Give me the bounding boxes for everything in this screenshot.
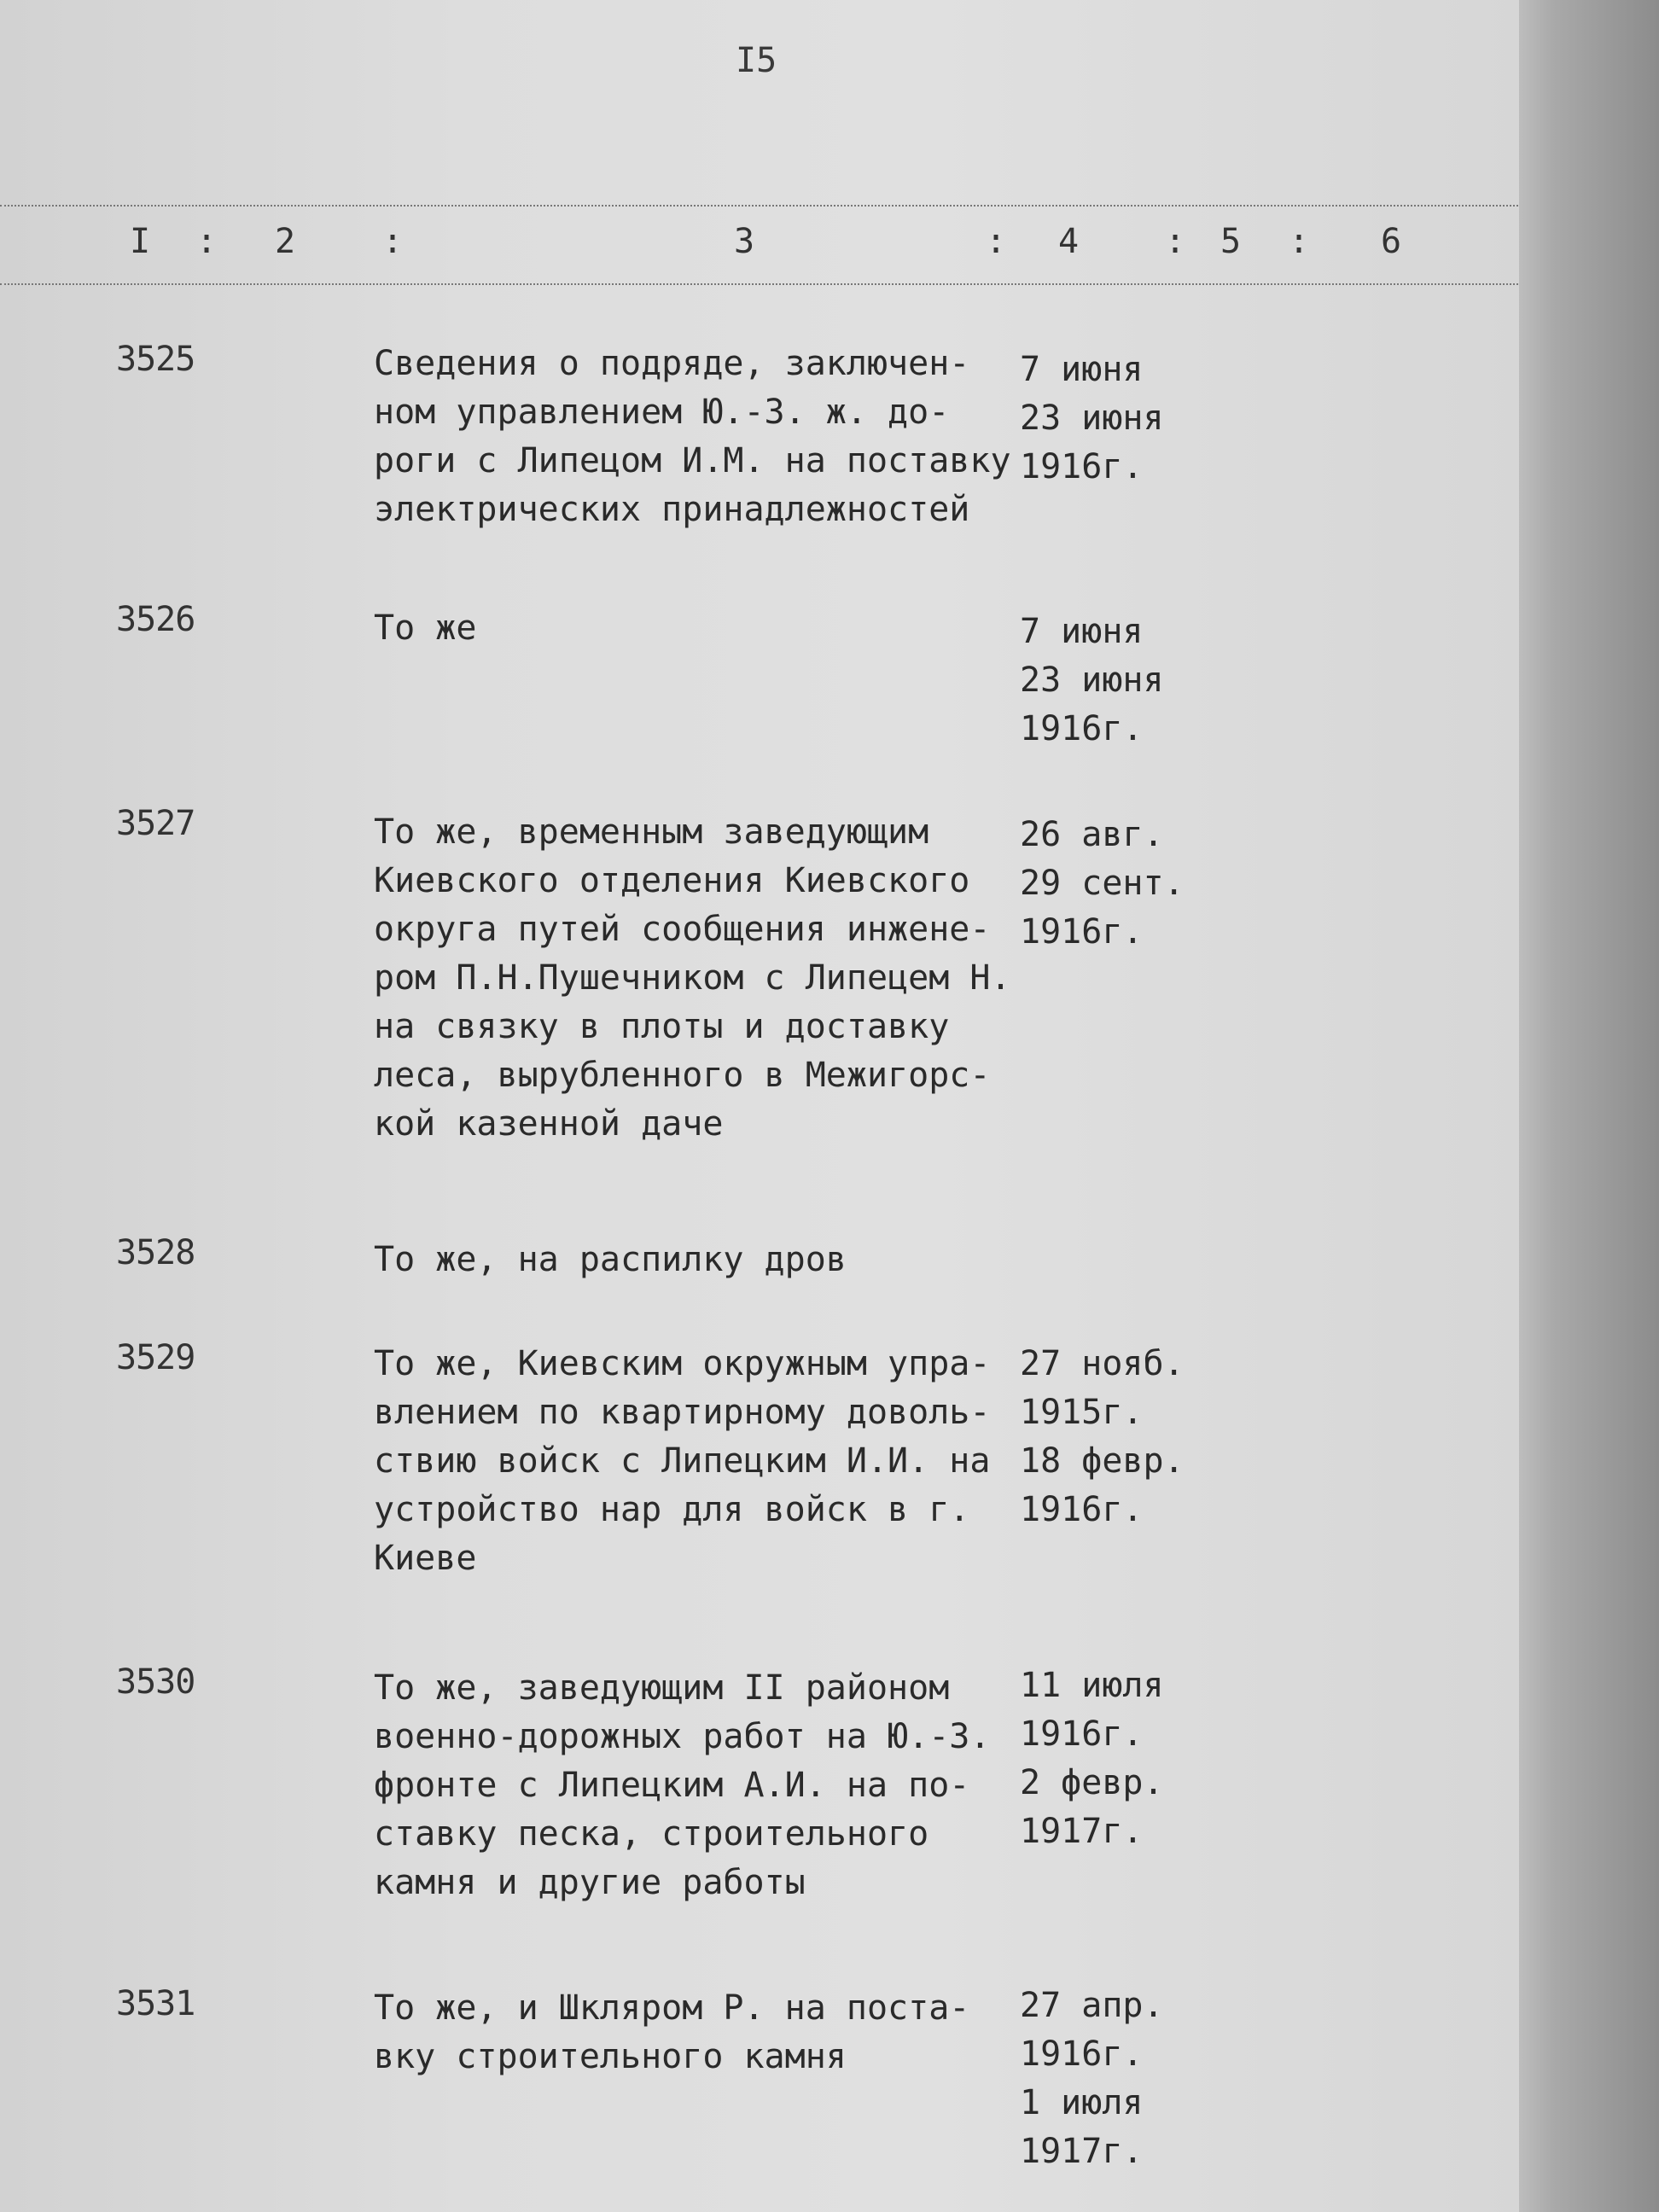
column-separator: : — [382, 222, 404, 261]
record-description — [374, 1340, 1022, 1583]
description-line: округа путей сообщения инжене- — [374, 910, 991, 949]
record-dates — [1020, 1982, 1164, 2176]
column-header-6: 6 — [1381, 222, 1402, 261]
record-dates — [1020, 1662, 1164, 1856]
record-description — [374, 808, 1022, 1149]
column-header-1: I — [130, 222, 151, 261]
description-line: влением по квартирному доволь- — [374, 1393, 991, 1432]
description-line: То же, и Шкляром Р. на поста- — [374, 1988, 970, 2028]
description-line: кой казенной даче — [374, 1104, 724, 1144]
record-number: 3527 — [116, 804, 195, 843]
date-line: 1916г. — [1020, 912, 1144, 952]
date-line: 11 июля — [1020, 1666, 1164, 1705]
description-line: То же — [374, 608, 477, 648]
date-line: 1916г. — [1020, 2034, 1144, 2074]
column-separator: : — [986, 222, 1007, 261]
description-line: роги с Липецом И.М. на поставку — [374, 441, 1011, 480]
description-line: устройство нар для войск в г. — [374, 1490, 970, 1529]
date-line: 23 июня — [1020, 399, 1164, 438]
description-line: военно-дорожных работ на Ю.-З. — [374, 1717, 991, 1756]
description-line: Киевского отделения Киевского — [374, 861, 970, 900]
record-number: 3531 — [116, 1984, 195, 2023]
date-line: 1915г. — [1020, 1393, 1144, 1432]
column-separator: : — [1289, 222, 1310, 261]
description-line: фронте с Липецким А.И. на по- — [374, 1766, 970, 1805]
description-line: электрических принадлежностей — [374, 490, 970, 529]
column-header-5: 5 — [1220, 222, 1242, 261]
header-rule-top — [0, 205, 1532, 207]
record-number: 3529 — [116, 1338, 195, 1377]
record-number: 3530 — [116, 1662, 195, 1702]
record-dates — [1020, 608, 1164, 754]
date-line: 27 апр. — [1020, 1986, 1164, 2025]
column-separator: : — [196, 222, 218, 261]
page-number: I5 — [736, 41, 777, 80]
date-line: 2 февр. — [1020, 1763, 1164, 1802]
date-line: 23 июня — [1020, 661, 1164, 700]
description-line: ном управлением Ю.-З. ж. до- — [374, 393, 950, 432]
record-description — [374, 1664, 1022, 1907]
date-line: 29 сент. — [1020, 864, 1185, 903]
record-description — [374, 604, 1022, 653]
column-header-3: 3 — [734, 222, 755, 261]
description-line: То же, Киевским окружным упра- — [374, 1344, 991, 1383]
header-rule-bottom — [0, 283, 1532, 285]
record-dates — [1020, 346, 1164, 492]
description-line: вку строительного камня — [374, 2037, 847, 2076]
date-line: 1916г. — [1020, 1490, 1144, 1529]
description-line: ром П.Н.Пушечником с Липецем Н. — [374, 958, 1011, 998]
record-dates — [1020, 1340, 1185, 1534]
date-line: 1917г. — [1020, 2132, 1144, 2171]
description-line: Сведения о подряде, заключен- — [374, 344, 970, 383]
record-number: 3528 — [116, 1233, 195, 1272]
record-number: 3525 — [116, 340, 195, 379]
date-line: 26 авг. — [1020, 815, 1164, 854]
description-line: ставку песка, строительного — [374, 1814, 929, 1854]
record-number: 3526 — [116, 600, 195, 639]
column-header-4: 4 — [1058, 222, 1080, 261]
record-description — [374, 340, 1022, 534]
date-line: 7 июня — [1020, 350, 1144, 389]
description-line: ствию войск с Липецким И.И. на — [374, 1441, 991, 1481]
record-description — [374, 1984, 1022, 2081]
column-header-2: 2 — [275, 222, 296, 261]
date-line: 1917г. — [1020, 1812, 1144, 1851]
description-line: леса, вырубленного в Межигорс- — [374, 1056, 991, 1095]
description-line: на связку в плоты и доставку — [374, 1007, 950, 1046]
date-line: 1916г. — [1020, 447, 1144, 486]
date-line: 27 нояб. — [1020, 1344, 1185, 1383]
description-line: Киеве — [374, 1539, 477, 1578]
record-description — [374, 1236, 1022, 1284]
description-line: То же, заведующим II районом — [374, 1668, 950, 1708]
date-line: 1916г. — [1020, 709, 1144, 748]
date-line: 7 июня — [1020, 612, 1144, 651]
description-line: То же, временным заведующим — [374, 812, 929, 852]
date-line: 1 июля — [1020, 2083, 1144, 2122]
page-edge-shadow — [1519, 0, 1659, 2212]
column-separator: : — [1165, 222, 1186, 261]
description-line: камня и другие работы — [374, 1863, 806, 1902]
record-dates — [1020, 811, 1185, 957]
description-line: То же, на распилку дров — [374, 1240, 847, 1279]
date-line: 18 февр. — [1020, 1441, 1185, 1481]
date-line: 1916г. — [1020, 1714, 1144, 1754]
